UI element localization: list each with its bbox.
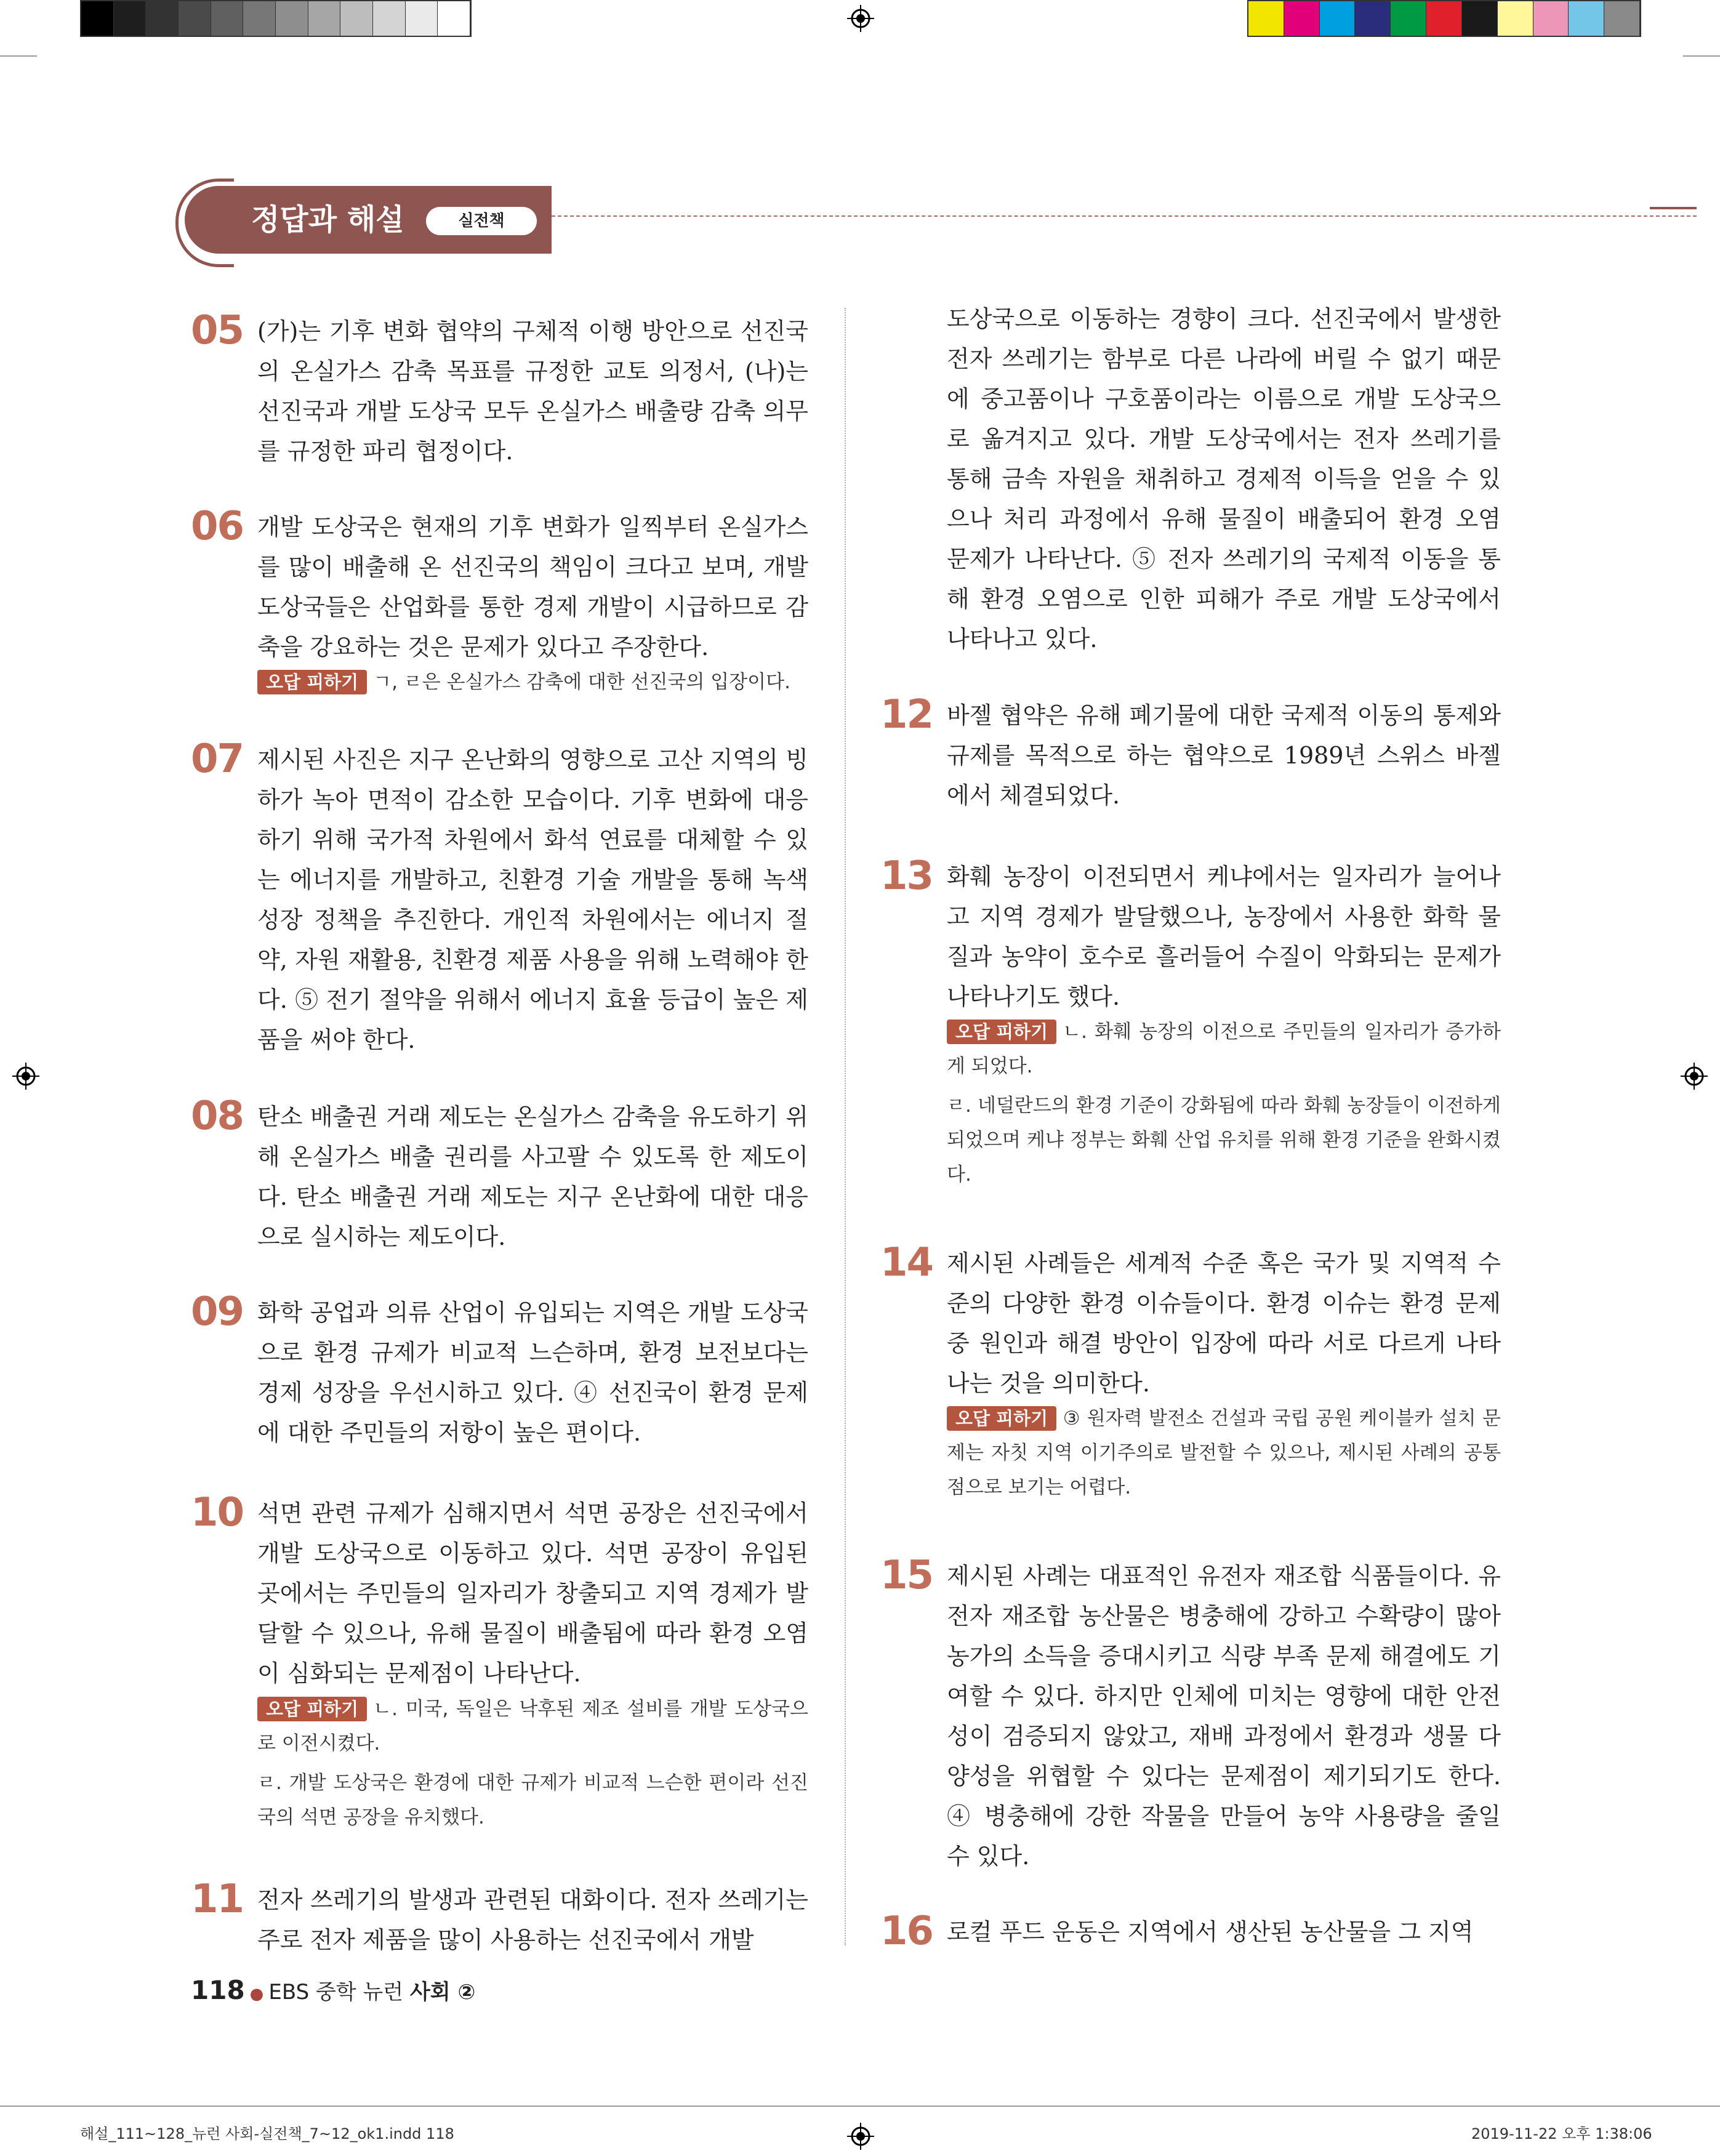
color-swatch (211, 1, 244, 36)
registration-mark-icon (847, 2123, 874, 2150)
color-swatch (179, 1, 211, 36)
wrong-answer-tag: 오답 피하기 (257, 1697, 367, 1721)
wrong-answer-text: ㄴ. 화훼 농장의 이전으로 주민들의 일자리가 증가하게 되었다. (947, 1021, 1501, 1077)
question-number: 12 (880, 692, 933, 738)
header-divider (552, 215, 1697, 217)
wrong-answer-text: ㄹ. 네덜란드의 환경 기준이 강화됨에 따라 화훼 농장들이 이전하게 되었으며 케냐 정부는 화훼 산업 유치를 위해 환경 기준을 완화시켰다. (947, 1095, 1501, 1186)
answer-text-continued: 도상국으로 이동하는 경향이 크다. 선진국에서 발생한 전자 쓰레기는 함부로 다른 나라에 버릴 수 없기 때문에 중고품이나 구호품이라는 이름으로 개발 도상국으로 옮겨지고 있다. 개발 도상국에서는 전자 쓰레기를 통해 금속 자원을 채취하고 경제적 이득을 얻을 수 있으나 처리 과정에서 유해 물질이 배출되어 환경 오염 문제가 나타난다. ⑤ 전자 쓰레기의 국제적 이동을 통해 환경 오염으로 인한 피해가 주로 개발 도상국에서 나타나고 있다. (947, 305, 1501, 653)
question-number: 06 (191, 504, 244, 549)
section-badge: 실전책 (426, 207, 537, 235)
date-slug: 2019-11-22 오후 1:38:06 (1471, 2125, 1652, 2142)
answer-text: 석면 관련 규제가 심해지면서 석면 공장은 선진국에서 개발 도상국으로 이동하고 있다. 석면 공장이 유입된 곳에서는 주민들의 일자리가 창출되고 지역 경제가 발달할 수 있으나, 유해 물질이 배출됨에 따라 환경 오염이 심화되는 문제점이 나타난다. (257, 1500, 808, 1687)
question-number: 16 (880, 1909, 933, 1954)
color-swatch (438, 1, 470, 36)
wrong-answer-note (947, 1401, 1501, 1505)
color-bar (1247, 0, 1641, 37)
color-swatch (114, 1, 147, 36)
book-name: EBS 중학 뉴런 (268, 1980, 410, 2005)
header-accent-line (1650, 207, 1697, 209)
wrong-answer-text: ㄱ, ㄹ은 온실가스 감축에 대한 선진국의 입장이다. (373, 671, 790, 693)
registration-mark-icon (847, 5, 874, 32)
question-number: 14 (880, 1240, 933, 1285)
question-number: 08 (191, 1093, 244, 1139)
answer-text: 탄소 배출권 거래 제도는 온실가스 감축을 유도하기 위해 온실가스 배출 권리를 사고팔 수 있도록 한 제도이다. 탄소 배출권 거래 제도는 지구 온난화에 대한 대응으로 실시하는 제도이다. (257, 1103, 808, 1250)
crop-mark (1683, 55, 1720, 57)
crop-mark (0, 55, 37, 57)
answer-text: 제시된 사진은 지구 온난화의 영향으로 고산 지역의 빙하가 녹아 면적이 감소한 모습이다. 기후 변화에 대응하기 위해 국가적 차원에서 화석 연료를 대체할 수 있는 에너지를 개발하고, 친환경 기술 개발을 통해 녹색 성장 정책을 추진한다. 개인적 차원에서는 에너지 절약, 자원 재활용, 친환경 제품 사용을 위해 노력해야 한다. ⑤ 전기 절약을 위해서 에너지 효율 등급이 높은 제품을 써야 한다. (257, 746, 808, 1053)
answer-text: 제시된 사례들은 세계적 수준 혹은 국가 및 지역적 수준의 다양한 환경 이슈들이다. 환경 이슈는 환경 문제 중 원인과 해결 방안이 입장에 따라 서로 다르게 나타나는 것을 의미한다. (947, 1250, 1501, 1397)
book-subject: 사회 ② (409, 1980, 476, 2005)
grayscale-bar (80, 0, 472, 37)
color-swatch (1498, 1, 1533, 36)
answer-text: 화훼 농장이 이전되면서 케냐에서는 일자리가 늘어나고 지역 경제가 발달했으나, 농장에서 사용한 화학 물질과 농약이 호수로 흘러들어 수질이 악화되는 문제가 나타나기도 했다. (947, 863, 1501, 1010)
question-number: 09 (191, 1289, 244, 1335)
page-footer (191, 1975, 475, 2005)
wrong-answer-note (947, 1015, 1501, 1084)
color-swatch (1320, 1, 1356, 36)
color-swatch (1462, 1, 1498, 36)
answer-text: 로컬 푸드 운동은 지역에서 생산된 농산물을 그 지역 (947, 1918, 1474, 1945)
color-swatch (1426, 1, 1462, 36)
wrong-answer-text: ㄹ. 개발 도상국은 환경에 대한 규제가 비교적 느슨한 편이라 선진국의 석면 공장을 유치했다. (257, 1772, 808, 1828)
question-number: 13 (880, 853, 933, 899)
bullet-icon: ● (249, 1985, 264, 2003)
wrong-answer-tag: 오답 피하기 (257, 670, 367, 694)
color-swatch (146, 1, 179, 36)
color-swatch (276, 1, 308, 36)
wrong-answer-text: ③ 원자력 발전소 건설과 국립 공원 케이블카 설치 문제는 자칫 지역 이기주의로 발전할 수 있으나, 제시된 사례의 공통점으로 보기는 어렵다. (947, 1407, 1501, 1498)
color-swatch (1284, 1, 1320, 36)
wrong-answer-note (257, 1692, 808, 1761)
color-swatch (340, 1, 373, 36)
answer-text: 바젤 협약은 유해 폐기물에 대한 국제적 이동의 통제와 규제를 목적으로 하는 협약으로 1989년 스위스 바젤에서 체결되었다. (947, 702, 1501, 809)
wrong-answer-tag: 오답 피하기 (947, 1020, 1056, 1044)
color-swatch (1248, 1, 1284, 36)
wrong-answer-text: ㄴ. 미국, 독일은 낙후된 제조 설비를 개발 도상국으로 이전시켰다. (257, 1698, 808, 1755)
answer-text: (가)는 기후 변화 협약의 구체적 이행 방안으로 선진국의 온실가스 감축 목표를 규정한 교토 의정서, (나)는 선진국과 개발 도상국 모두 온실가스 배출량 감축 의무를 규정한 파리 협정이다. (257, 318, 808, 465)
color-swatch (1604, 1, 1640, 36)
color-swatch (1569, 1, 1604, 36)
file-slug: 해설_111~128_뉴런 사회-실전책_7~12_ok1.indd 118 (80, 2125, 454, 2142)
color-swatch (81, 1, 114, 36)
question-number: 10 (191, 1490, 244, 1535)
column-divider (845, 308, 846, 1945)
color-swatch (1391, 1, 1426, 36)
page-number: 118 (191, 1975, 245, 2005)
page-title: 정답과 해설 (251, 203, 404, 237)
answer-text: 화학 공업과 의류 산업이 유입되는 지역은 개발 도상국으로 환경 규제가 비교적 느슨하며, 환경 보전보다는 경제 성장을 우선시하고 있다. ④ 선진국이 환경 문제에 대한 주민들의 저항이 높은 편이다. (257, 1299, 808, 1446)
question-number: 07 (191, 736, 244, 782)
bottom-trim-line (0, 2106, 1720, 2107)
color-swatch (373, 1, 406, 36)
answer-text: 개발 도상국은 현재의 기후 변화가 일찍부터 온실가스를 많이 배출해 온 선진국의 책임이 크다고 보며, 개발 도상국들은 산업화를 통한 경제 개발이 시급하므로 감축을 강요하는 것은 문제가 있다고 주장한다. (257, 513, 808, 661)
question-number: 15 (880, 1553, 933, 1598)
color-swatch (243, 1, 276, 36)
answer-text: 전자 쓰레기의 발생과 관련된 대화이다. 전자 쓰레기는 주로 전자 제품을 많이 사용하는 선진국에서 개발 (257, 1886, 808, 1953)
registration-mark-icon (12, 1063, 39, 1090)
answer-text: 제시된 사례는 대표적인 유전자 재조합 식품들이다. 유전자 재조합 농산물은 병충해에 강하고 수확량이 많아 농가의 소득을 증대시키고 식량 부족 문제 해결에도 기여할 수 있다. 하지만 인체에 미치는 영향에 대한 안전성이 검증되지 않았고, 재배 과정에서 환경과 생물 다양성을 위협할 수 있다는 문제점이 제기되기도 한다. ④ 병충해에 강한 작물을 만들어 농약 사용량을 줄일 수 있다. (947, 1563, 1501, 1870)
color-swatch (1533, 1, 1569, 36)
wrong-answer-tag: 오답 피하기 (947, 1406, 1056, 1431)
color-swatch (308, 1, 341, 36)
color-swatch (1355, 1, 1391, 36)
color-swatch (406, 1, 438, 36)
question-number: 05 (191, 308, 244, 353)
wrong-answer-note (257, 665, 808, 699)
question-number: 11 (191, 1876, 244, 1922)
registration-mark-icon (1681, 1063, 1708, 1090)
